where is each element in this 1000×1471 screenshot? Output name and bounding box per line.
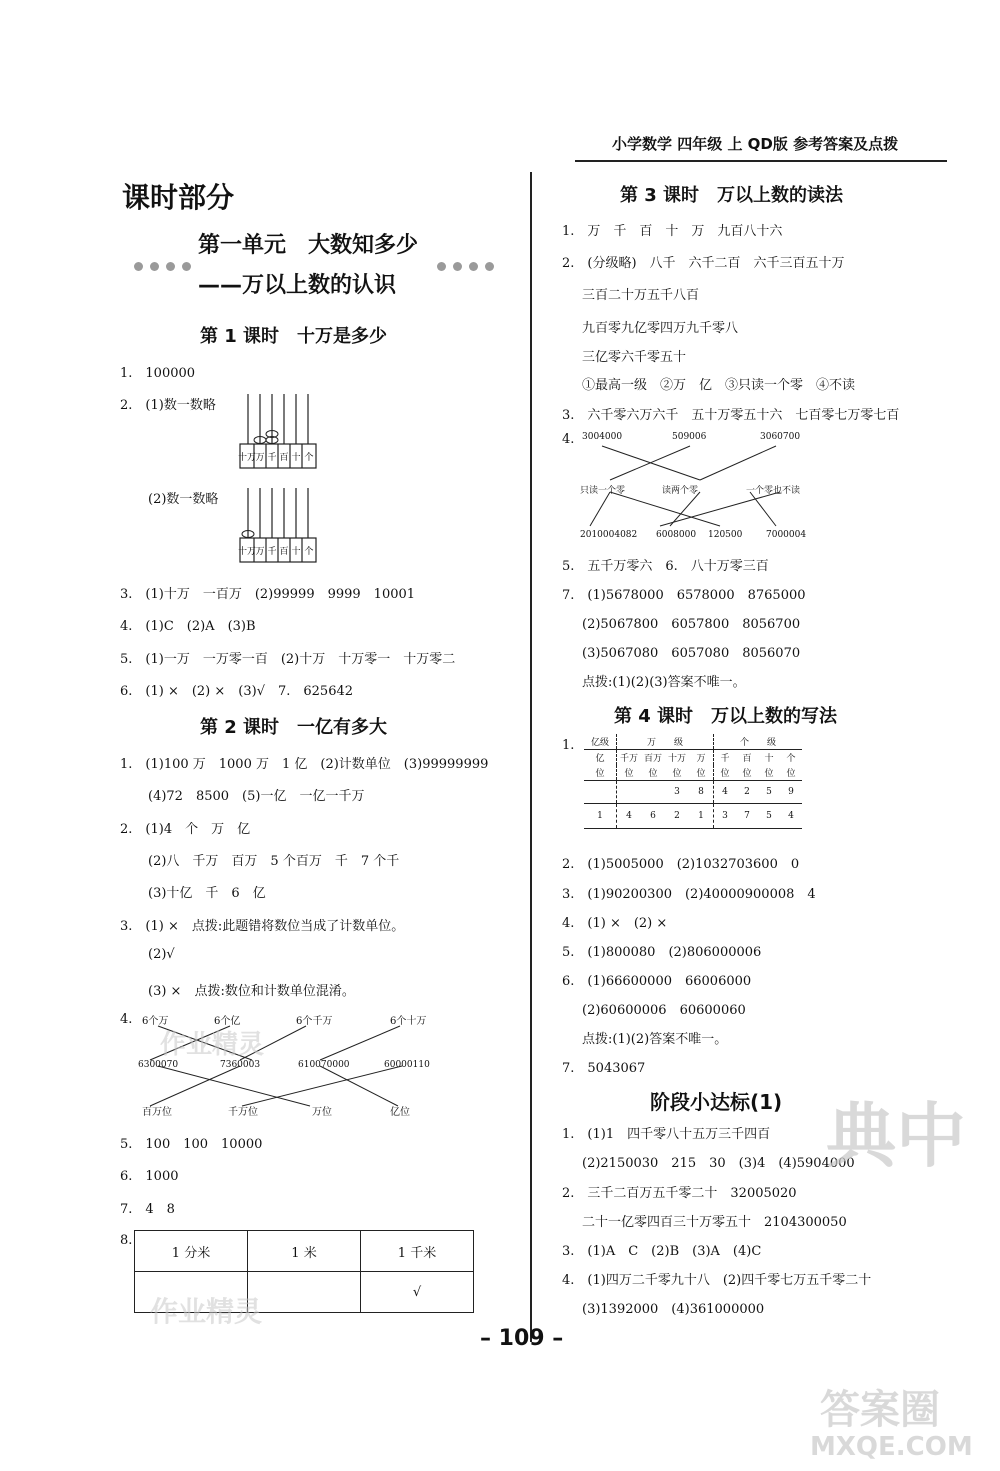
pv-digit: 9 <box>788 787 794 797</box>
lesson-title: 第 4 课时 万以上数的写法 <box>614 706 838 727</box>
answer-line: 5. 100 100 10000 <box>120 1137 263 1152</box>
answer-line: (2)数一数略 <box>148 492 219 507</box>
table-cell: √ <box>361 1272 474 1313</box>
abacus-label: 百 <box>279 453 289 463</box>
question-number: 8. <box>120 1233 133 1248</box>
answer-line: 三百二十万五千八百 <box>582 288 700 303</box>
abacus-diagram <box>236 486 320 566</box>
match-number: 7360003 <box>220 1060 261 1070</box>
answer-line: ①最高一级 ②万 亿 ③只读一个零 ④不读 <box>582 378 856 393</box>
match-label: 6个十万 <box>390 1016 427 1027</box>
match-label: 一个零也不读 <box>746 486 801 496</box>
pv-group: 万 级 <box>617 734 714 750</box>
abacus-label: 千 <box>267 547 277 557</box>
pv-digit: 4 <box>788 811 794 821</box>
pv-digit: 3 <box>722 811 728 821</box>
lesson-title: 第 2 课时 一亿有多大 <box>200 717 388 738</box>
section-title: 课时部分 <box>122 181 235 214</box>
answer-line: 1. (1)1 四千零八十五万三千四百 <box>562 1127 771 1142</box>
match-label: 万位 <box>312 1107 332 1118</box>
match-label: 6个亿 <box>214 1016 241 1027</box>
pv-pos: 位 <box>764 769 774 779</box>
abacus-label: 百 <box>279 547 289 557</box>
unit-subtitle: ——万以上数的认识 <box>198 273 397 298</box>
answer-line: 3. (1) × 点拨:此题错将数位当成了计数单位。 <box>120 919 405 934</box>
abacus-label: 万 <box>255 453 265 463</box>
pv-digit: 1 <box>584 804 617 829</box>
answer-line: (2)5067800 6057800 8056700 <box>582 617 801 632</box>
deco-dot <box>437 262 446 271</box>
pv-name: 百 <box>742 754 752 764</box>
answer-line: (2)2150030 215 30 (3)4 (4)5904000 <box>582 1156 855 1171</box>
pv-name: 十万 <box>667 754 686 764</box>
abacus-label: 十 <box>291 547 301 557</box>
pv-digit <box>584 781 617 804</box>
stage-title: 阶段小达标(1) <box>650 1090 783 1114</box>
answer-line: 7. 4 8 <box>120 1202 175 1217</box>
watermark: 作业精灵 <box>160 1030 265 1060</box>
match-number: 120500 <box>708 530 743 540</box>
pv-digit <box>617 781 642 804</box>
answer-line: 6. 1000 <box>120 1169 179 1184</box>
table-header-cell: 1 米 <box>248 1231 361 1272</box>
pv-digit: 4 <box>626 811 632 821</box>
match-number: 6300070 <box>138 1060 179 1070</box>
lesson-title: 第 3 课时 万以上数的读法 <box>620 185 844 206</box>
unit-title: 第一单元 大数知多少 <box>198 233 419 258</box>
pv-pos: 位 <box>720 769 730 779</box>
pv-digit: 2 <box>744 787 750 797</box>
answer-line: 6. (1)66600000 66006000 <box>562 974 752 989</box>
pv-digit <box>641 781 665 804</box>
place-value-table <box>584 734 802 829</box>
answer-line: 1. (1)100 万 1000 万 1 亿 (2)计数单位 (3)99999999 <box>120 757 489 772</box>
match-number: 2010004082 <box>580 530 638 540</box>
match-label: 6个千万 <box>296 1016 333 1027</box>
watermark: MXQE.COM <box>810 1432 973 1462</box>
match-label: 6个万 <box>142 1016 169 1027</box>
match-label: 读两个零 <box>662 486 699 496</box>
match-number: 7000004 <box>766 530 807 540</box>
pv-group: 个 级 <box>739 738 776 748</box>
answer-line: 二十一亿零四百三十万零五十 2104300050 <box>582 1215 847 1230</box>
match-label: 只读一个零 <box>580 486 626 496</box>
answer-line: 点拨:(1)(2)(3)答案不唯一。 <box>582 675 746 690</box>
deco-dot <box>485 262 494 271</box>
pv-name: 十 <box>764 754 774 764</box>
abacus-label: 千 <box>267 453 277 463</box>
answer-line: 3. (1)十万 一百万 (2)99999 9999 10001 <box>120 587 416 602</box>
deco-dot <box>134 262 143 271</box>
answer-line: 4. (1) × (2) × <box>562 916 668 931</box>
question-number: 4. <box>120 1012 133 1027</box>
table-header-cell: 1 分米 <box>135 1231 248 1272</box>
abacus-label: 十 <box>291 453 301 463</box>
pv-digit: 6 <box>650 811 656 821</box>
deco-dot <box>182 262 191 271</box>
pv-pos: 位 <box>689 765 714 781</box>
pv-digit: 8 <box>689 781 714 804</box>
deco-dot <box>166 262 175 271</box>
answer-line: 三亿零六千零五十 <box>582 350 687 365</box>
match-number: 60000110 <box>384 1060 430 1070</box>
pv-pos: 位 <box>672 769 682 779</box>
answer-line: 2. (1)4 个 万 亿 <box>120 822 251 837</box>
table-row <box>135 1231 474 1272</box>
answer-line: 2. (分级略) 八千 六千二百 六千三百五十万 <box>562 256 845 271</box>
answer-line: 2. (1)数一数略 <box>120 398 216 413</box>
pv-digit: 1 <box>689 804 714 829</box>
pv-pos: 位 <box>742 769 752 779</box>
match-label: 千万位 <box>228 1107 258 1118</box>
abacus-diagram <box>236 392 320 472</box>
pv-group: 亿级 <box>584 734 617 750</box>
answer-line: 6. (1) × (2) × (3)√ 7. 625642 <box>120 684 354 699</box>
match-number: 3004000 <box>582 432 623 442</box>
watermark: 作业精灵 <box>150 1295 263 1328</box>
match-label: 百万位 <box>142 1107 172 1118</box>
pv-digit: 5 <box>766 811 772 821</box>
answer-line: 3. (1)A C (2)B (3)A (4)C <box>562 1244 762 1259</box>
table-cell <box>248 1272 361 1313</box>
pv-digit: 2 <box>674 811 680 821</box>
answer-line: 4. (1)C (2)A (3)B <box>120 619 256 634</box>
table-header-cell: 1 千米 <box>361 1231 474 1272</box>
deco-dot <box>453 262 462 271</box>
column-divider <box>530 172 532 1342</box>
deco-dot <box>150 262 159 271</box>
answer-line: (2)60600006 60600060 <box>582 1003 746 1018</box>
match-number: 3060700 <box>760 432 801 442</box>
answer-line: 2. (1)5005000 (2)1032703600 0 <box>562 857 800 872</box>
answer-line: 1. 100000 <box>120 366 196 381</box>
pv-name: 亿 <box>584 750 617 766</box>
answer-line: (3) × 点拨:数位和计数单位混淆。 <box>148 984 355 999</box>
abacus-label: 十万 <box>237 453 257 463</box>
pv-digit: 4 <box>722 787 728 797</box>
pv-name: 万 <box>689 750 714 766</box>
answer-line: (3)十亿 千 6 亿 <box>148 886 266 901</box>
running-header: 小学数学 四年级 上 QD版 参考答案及点拨 <box>612 135 899 153</box>
abacus-label: 十万 <box>237 547 257 557</box>
pv-digit: 5 <box>766 787 772 797</box>
answer-line: (3)5067080 6057080 8056070 <box>582 646 801 661</box>
abacus-label: 个 <box>304 453 314 463</box>
matching-lines <box>580 440 820 536</box>
answer-line: 点拨:(1)(2)答案不唯一。 <box>582 1032 728 1047</box>
match-number: 610070000 <box>298 1060 350 1070</box>
answer-line: 九百零九亿零四万九千零八 <box>582 321 739 336</box>
header-rule <box>575 160 947 162</box>
watermark: 典中 <box>826 1095 966 1177</box>
pv-name: 百万 <box>643 754 662 764</box>
answer-line: (2)√ <box>148 947 175 962</box>
question-number: 1. <box>562 738 575 753</box>
watermark: 答案圈 <box>820 1387 940 1433</box>
abacus-label: 万 <box>255 547 265 557</box>
pv-name: 个 <box>786 754 796 764</box>
answer-line: 5. 五千万零六 6. 八十万零三百 <box>562 559 769 574</box>
match-number: 509006 <box>672 432 707 442</box>
pv-pos: 位 <box>786 769 796 779</box>
answer-line: 2. 三千二百万五千零二十 32005020 <box>562 1186 797 1201</box>
answer-line: (4)72 8500 (5)一亿 一亿一千万 <box>148 789 365 804</box>
pv-pos: 位 <box>584 765 617 781</box>
answer-line: 1. 万 千 百 十 万 九百八十六 <box>562 224 783 239</box>
answer-line: 4. (1)四万二千零九十八 (2)四千零七万五千零二十 <box>562 1273 872 1288</box>
answer-line: (2)八 千万 百万 5 个百万 千 7 个千 <box>148 854 400 869</box>
answer-line: 5. (1)一万 一万零一百 (2)十万 十万零一 十万零二 <box>120 652 456 667</box>
pv-digit: 7 <box>744 811 750 821</box>
answer-line: 3. 六千零六万六千 五十万零五十六 七百零七万零七百 <box>562 408 900 423</box>
match-label: 亿位 <box>390 1107 410 1118</box>
answer-line: 3. (1)90200300 (2)40000900008 4 <box>562 887 816 902</box>
abacus-label: 个 <box>304 547 314 557</box>
page-number: – 109 – <box>480 1326 564 1351</box>
lesson-title: 第 1 课时 十万是多少 <box>200 326 388 347</box>
answer-line: 5. (1)800080 (2)806000006 <box>562 945 762 960</box>
answer-line: 7. (1)5678000 6578000 8765000 <box>562 588 806 603</box>
pv-name: 千万 <box>619 754 638 764</box>
pv-digit: 3 <box>674 787 680 797</box>
match-number: 6008000 <box>656 530 697 540</box>
pv-pos: 位 <box>648 769 658 779</box>
answer-line: (3)1392000 (4)361000000 <box>582 1302 765 1317</box>
pv-name: 千 <box>720 754 730 764</box>
question-number: 4. <box>562 432 575 447</box>
answer-line: 7. 5043067 <box>562 1061 646 1076</box>
pv-pos: 位 <box>624 769 634 779</box>
deco-dot <box>469 262 478 271</box>
